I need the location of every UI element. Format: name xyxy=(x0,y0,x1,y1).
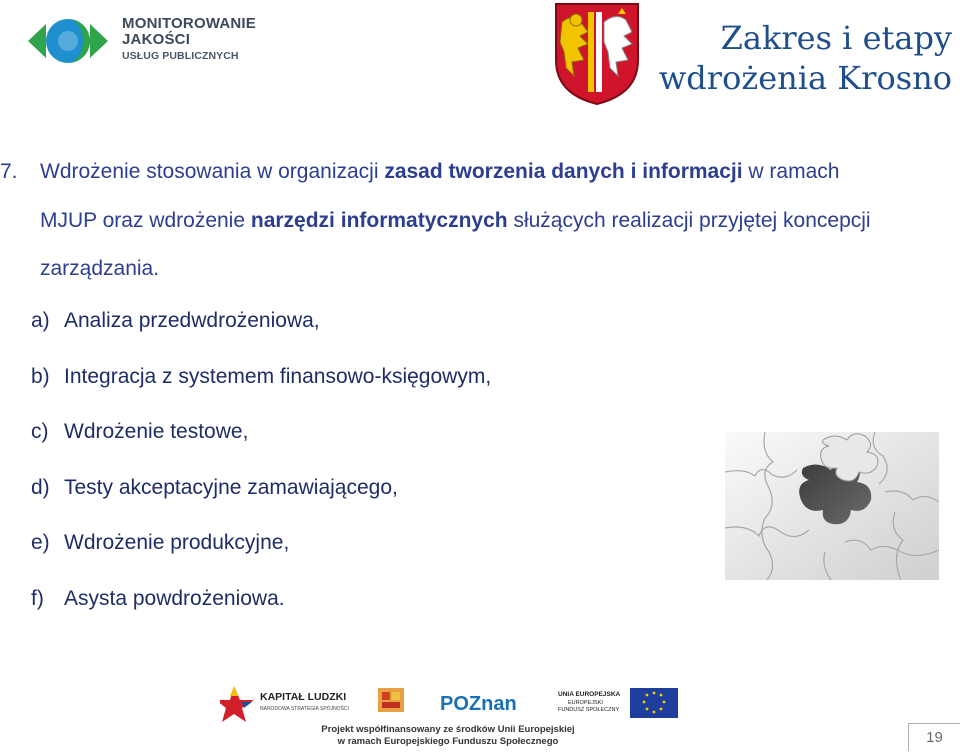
kapital-ludzki-sub: NARODOWA STRATEGIA SPÓJNOŚCI xyxy=(260,706,349,712)
ue-line1: UNIA EUROPEJSKA xyxy=(558,691,621,698)
logo-line3: USŁUG PUBLICZNYCH xyxy=(122,50,239,62)
list-item-text: Wdrożenie testowe, xyxy=(64,420,249,443)
logo-line1: MONITOROWANIE xyxy=(122,15,256,32)
footer-note-line2: w ramach Europejskiego Funduszu Społecznego xyxy=(337,736,559,747)
list-item xyxy=(31,411,491,467)
list-item-text: Asysta powdrożeniowa. xyxy=(64,586,285,610)
ue-line2: EUROPEJSKI xyxy=(568,700,603,706)
kapital-ludzki-text: KAPITAŁ LUDZKI xyxy=(260,691,347,703)
list-item-text: Analiza przedwdrożeniowa, xyxy=(64,309,320,332)
list-item-letter: d) xyxy=(31,475,50,499)
mjup-logo-icon xyxy=(22,12,114,70)
list-item xyxy=(31,300,491,356)
page-number: 19 xyxy=(908,723,960,751)
list-item xyxy=(31,578,491,634)
list-item-text: Testy akceptacyjne zamawiającego, xyxy=(64,475,398,499)
list-item-letter: a) xyxy=(31,309,50,332)
poznan-logo: POZnan xyxy=(440,693,517,715)
krosno-coat-of-arms xyxy=(552,2,642,106)
main-point-text xyxy=(40,148,900,294)
stage-list xyxy=(31,300,491,633)
list-item-letter: c) xyxy=(31,420,49,443)
slide-title xyxy=(659,18,952,98)
list-item xyxy=(31,522,491,578)
ue-line3: FUNDUSZ SPOŁECZNY xyxy=(558,707,620,713)
main-text-part1: Wdrożenie stosowania w organizacji xyxy=(40,160,385,183)
main-point-number: 7. xyxy=(0,160,18,183)
list-item-text: Wdrożenie produkcyjne, xyxy=(64,531,290,554)
title-line1: Zakres i etapy xyxy=(720,19,952,57)
main-text-part2: w ramach MJUP oraz wdrożenie xyxy=(40,160,840,232)
footer-note-line1: Projekt współfinansowany ze środków Unii Europejskiej xyxy=(321,724,575,735)
footer-note xyxy=(318,724,578,748)
list-item-text: Integracja z systemem finansowo-księgowym, xyxy=(64,364,492,388)
title-line2: wdrożenia Krosno xyxy=(658,59,952,97)
puzzle-image xyxy=(725,432,939,580)
eu-flag-icon xyxy=(630,688,678,718)
list-item-letter: b) xyxy=(31,364,50,388)
main-text-part3: służących realizacji przyjętej koncepcji zarządzania. xyxy=(40,208,871,280)
mjup-logo xyxy=(22,12,272,70)
main-text-bold1: zasad tworzenia danych i informacji xyxy=(384,160,743,183)
list-item xyxy=(31,356,491,412)
kapital-ludzki-logo xyxy=(220,686,254,722)
list-item-letter: f) xyxy=(31,586,44,610)
main-text-bold2: narzędzi informatycznych xyxy=(250,208,508,232)
list-item-letter: e) xyxy=(31,531,50,554)
list-item xyxy=(31,467,491,523)
main-point xyxy=(0,148,900,294)
logo-line2: JAKOŚCI xyxy=(122,31,191,48)
